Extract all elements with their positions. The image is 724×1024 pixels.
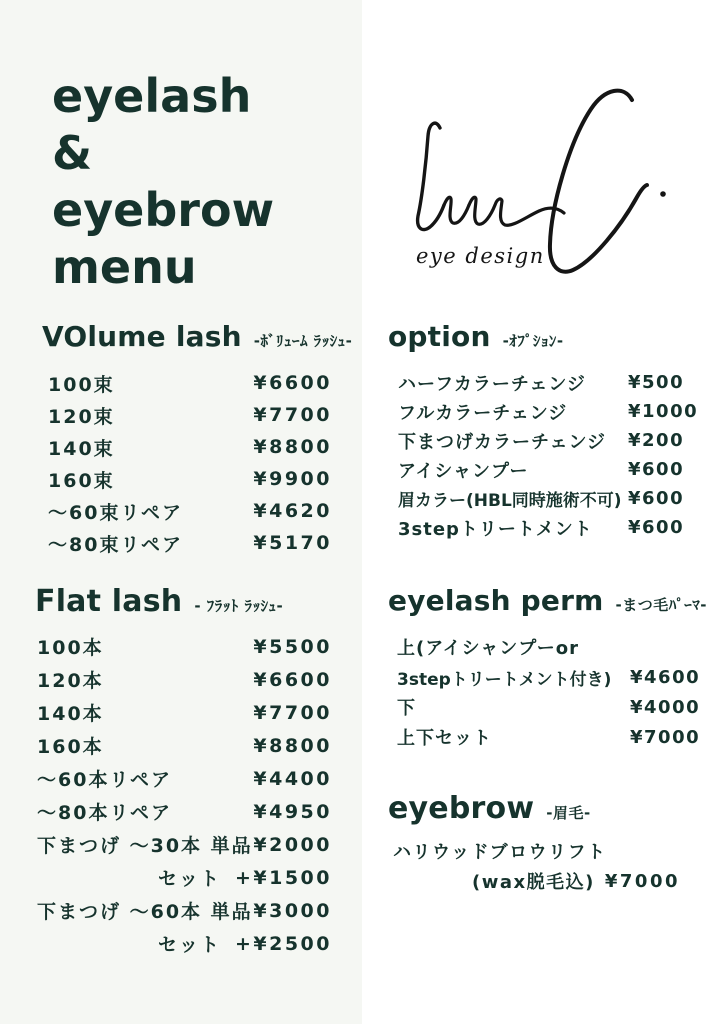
- menu-row: [388, 368, 692, 397]
- section-flat-lash: [30, 584, 332, 960]
- item-price: ¥600: [628, 459, 685, 480]
- item-price: ¥7000: [604, 870, 680, 892]
- item-price: ¥8800: [253, 734, 332, 757]
- item-name: 140本: [37, 703, 104, 725]
- item-price: +¥1500: [234, 866, 332, 889]
- menu-row: [36, 399, 332, 431]
- menu-row: [36, 527, 332, 559]
- item-name: 眉カラー(HBL同時施術不可): [398, 491, 622, 511]
- menu-row: [388, 455, 692, 484]
- section-title: Flat lash: [35, 584, 183, 619]
- title-line: menu: [52, 240, 197, 294]
- menu-row: [30, 762, 332, 795]
- item-price: ¥4400: [253, 767, 332, 790]
- menu-row: [388, 866, 690, 896]
- item-price: ¥1000: [628, 401, 699, 422]
- menu-row: [30, 795, 332, 828]
- menu-row: [388, 836, 690, 866]
- section-title: option: [388, 320, 491, 353]
- item-name: セット: [157, 868, 221, 890]
- item-name: ～60本リペア: [37, 769, 173, 791]
- section-header: [388, 320, 692, 354]
- section-eyelash-perm: [388, 584, 707, 752]
- section-subtitle: -まつ毛ﾊﾟｰﾏ-: [615, 596, 707, 614]
- menu-row: [388, 426, 692, 455]
- item-name: 下まつげ ～30本 単品: [37, 835, 253, 857]
- item-price: ¥8800: [253, 436, 332, 458]
- item-name: アイシャンプー: [398, 460, 529, 482]
- menu-row: [388, 722, 701, 752]
- item-price: ¥7700: [253, 404, 332, 426]
- menu-row: [388, 397, 699, 426]
- section-header: [30, 584, 332, 618]
- item-name: 120本: [37, 670, 104, 692]
- section-header: [388, 584, 707, 618]
- menu-row: [388, 662, 701, 692]
- item-price: ¥500: [628, 372, 685, 393]
- page-title: [52, 68, 274, 296]
- item-price: ¥5500: [253, 635, 332, 658]
- item-name: 上下セット: [397, 728, 492, 749]
- item-price: ¥600: [628, 517, 685, 538]
- item-price: ¥6600: [253, 668, 332, 691]
- menu-row-set: [30, 927, 332, 960]
- menu-row: [388, 632, 694, 662]
- item-name: 140束: [48, 437, 115, 460]
- title-line: eyebrow: [52, 183, 275, 237]
- logo-tagline: eye design: [416, 244, 545, 268]
- section-header: [388, 791, 690, 825]
- section-subtitle: -ｵﾌﾟｼｮﾝ-: [502, 332, 564, 350]
- section-subtitle: -ﾎﾞﾘｭｰﾑ ﾗｯｼｭ-: [253, 332, 353, 350]
- menu-row: [388, 513, 692, 542]
- item-name: ハーフカラーチェンジ: [398, 373, 586, 395]
- item-name: セット: [157, 934, 221, 956]
- item-name: 160束: [48, 469, 115, 492]
- item-price: ¥9900: [253, 468, 332, 490]
- item-price: ¥4620: [253, 500, 332, 522]
- menu-row: [36, 367, 332, 399]
- item-name: ～80束リペア: [48, 533, 184, 556]
- section-title: eyebrow: [388, 791, 535, 826]
- section-header: [36, 320, 353, 354]
- item-name: 下まつげカラーチェンジ: [398, 431, 607, 453]
- menu-row: [388, 692, 701, 722]
- item-price: ¥200: [628, 430, 685, 451]
- menu-row: [30, 894, 332, 927]
- item-price: +¥2500: [234, 932, 332, 955]
- item-price: ¥3000: [253, 899, 332, 922]
- item-name: ～60束リペア: [48, 501, 184, 524]
- item-price: ¥2000: [253, 833, 332, 856]
- item-name: 160本: [37, 736, 104, 758]
- menu-row: [30, 729, 332, 762]
- menu-row: [36, 463, 332, 495]
- menu-row: [36, 495, 332, 527]
- section-subtitle: -眉毛-: [546, 804, 591, 822]
- item-price: ¥7000: [630, 726, 701, 748]
- menu-row-set: [30, 861, 332, 894]
- title-line: &: [52, 126, 93, 180]
- item-name: 3stepトリートメント付き): [397, 669, 612, 690]
- menu-row: [30, 630, 332, 663]
- logo-dot: [660, 191, 666, 197]
- item-price: ¥5170: [253, 532, 332, 554]
- menu-row: [388, 484, 692, 513]
- item-name: 100束: [48, 373, 115, 396]
- item-price: ¥4600: [630, 666, 701, 688]
- item-price: ¥7700: [253, 701, 332, 724]
- item-price: ¥6600: [253, 372, 332, 394]
- item-price: ¥600: [628, 488, 685, 509]
- item-name: (wax脱毛込): [472, 872, 595, 893]
- menu-row: [30, 828, 332, 861]
- menu-row: [30, 696, 332, 729]
- section-volume-lash: [36, 320, 353, 559]
- item-price: ¥4950: [253, 800, 332, 823]
- item-name: 下まつげ ～60本 単品: [37, 901, 253, 923]
- item-name: 下: [397, 698, 416, 719]
- item-name: フルカラーチェンジ: [398, 402, 568, 424]
- item-price: ¥4000: [630, 696, 701, 718]
- item-name: 3stepトリートメント: [398, 518, 593, 540]
- item-name: 上(アイシャンプーor: [397, 638, 579, 659]
- item-name: 120束: [48, 405, 115, 428]
- section-eyebrow: [388, 791, 690, 896]
- section-subtitle: - ﾌﾗｯﾄ ﾗｯｼｭ-: [194, 597, 284, 615]
- section-option: [388, 320, 699, 542]
- menu-row: [36, 431, 332, 463]
- menu-row: [30, 663, 332, 696]
- item-name: 100本: [37, 637, 104, 659]
- section-title: eyelash perm: [388, 584, 604, 617]
- linc-logo: [392, 86, 692, 301]
- item-name: ～80本リペア: [37, 802, 173, 824]
- item-name: ハリウッドブロウリフト: [393, 842, 607, 863]
- title-line: eyelash: [52, 69, 252, 123]
- section-title: VOlume lash: [42, 320, 242, 353]
